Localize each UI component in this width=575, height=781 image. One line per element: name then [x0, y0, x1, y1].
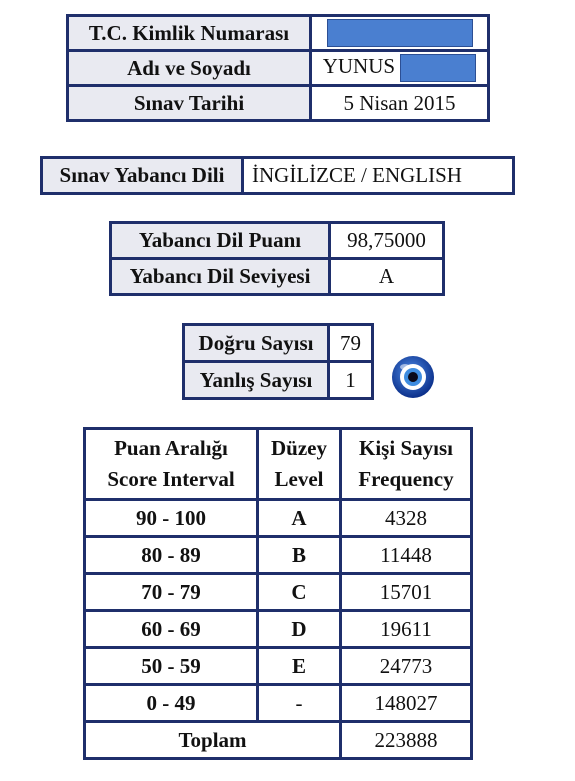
- name-value: YUNUS: [322, 53, 396, 78]
- level-value: A: [330, 259, 444, 295]
- row-level: B: [258, 537, 341, 574]
- row-level: D: [258, 611, 341, 648]
- date-label: Sınav Tarihi: [68, 86, 311, 121]
- table-row: [85, 500, 472, 537]
- language-row: [42, 158, 514, 194]
- table-row: [85, 648, 472, 685]
- identity-row-id: [68, 16, 489, 51]
- header-level: [258, 429, 341, 500]
- row-interval: 80 - 89: [85, 537, 258, 574]
- identity-row-name: [68, 51, 489, 86]
- name-value-cell: [311, 51, 489, 86]
- table-row: [85, 574, 472, 611]
- score-row-level: [111, 259, 444, 295]
- header-level-en: Level: [274, 467, 324, 491]
- language-table: [40, 156, 515, 195]
- language-value: İNGİLİZCE / ENGLISH: [243, 158, 514, 194]
- correct-label: Doğru Sayısı: [184, 325, 329, 362]
- row-level: A: [258, 500, 341, 537]
- row-level: C: [258, 574, 341, 611]
- total-row: [85, 722, 472, 759]
- header-level-tr: Düzey: [271, 436, 327, 460]
- table-row: [85, 537, 472, 574]
- row-interval: 50 - 59: [85, 648, 258, 685]
- header-interval-tr: Puan Aralığı: [114, 436, 228, 460]
- header-frequency: [341, 429, 472, 500]
- correct-value: 79: [329, 325, 373, 362]
- identity-table: [66, 14, 490, 122]
- row-frequency: 15701: [341, 574, 472, 611]
- level-label: Yabancı Dil Seviyesi: [111, 259, 330, 295]
- distribution-header-row: [85, 429, 472, 500]
- id-label: T.C. Kimlik Numarası: [68, 16, 311, 51]
- row-frequency: 4328: [341, 500, 472, 537]
- header-frequency-tr: Kişi Sayısı: [359, 436, 453, 460]
- score-distribution-table: [83, 427, 473, 760]
- total-value: 223888: [341, 722, 472, 759]
- surname-redaction-block: [400, 54, 476, 82]
- name-label: Adı ve Soyadı: [68, 51, 311, 86]
- answers-row-correct: [184, 325, 373, 362]
- date-value: 5 Nisan 2015: [311, 86, 489, 121]
- row-interval: 90 - 100: [85, 500, 258, 537]
- table-row: [85, 685, 472, 722]
- total-label: Toplam: [85, 722, 341, 759]
- row-frequency: 24773: [341, 648, 472, 685]
- score-table: [109, 221, 445, 296]
- language-label: Sınav Yabancı Dili: [42, 158, 243, 194]
- points-label: Yabancı Dil Puanı: [111, 223, 330, 259]
- row-frequency: 11448: [341, 537, 472, 574]
- row-level: -: [258, 685, 341, 722]
- row-frequency: 148027: [341, 685, 472, 722]
- wrong-value: 1: [329, 362, 373, 399]
- answers-table: [182, 323, 374, 400]
- row-interval: 70 - 79: [85, 574, 258, 611]
- row-level: E: [258, 648, 341, 685]
- header-frequency-en: Frequency: [358, 467, 454, 491]
- table-row: [85, 611, 472, 648]
- row-interval: 0 - 49: [85, 685, 258, 722]
- header-interval-en: Score Interval: [107, 467, 235, 491]
- header-interval: [85, 429, 258, 500]
- id-value-redacted: [311, 16, 489, 51]
- row-interval: 60 - 69: [85, 611, 258, 648]
- wrong-label: Yanlış Sayısı: [184, 362, 329, 399]
- identity-row-date: [68, 86, 489, 121]
- row-frequency: 19611: [341, 611, 472, 648]
- answers-row-wrong: [184, 362, 373, 399]
- evil-eye-icon: [391, 355, 435, 399]
- points-value: 98,75000: [330, 223, 444, 259]
- redaction-block: [327, 19, 473, 47]
- score-row-points: [111, 223, 444, 259]
